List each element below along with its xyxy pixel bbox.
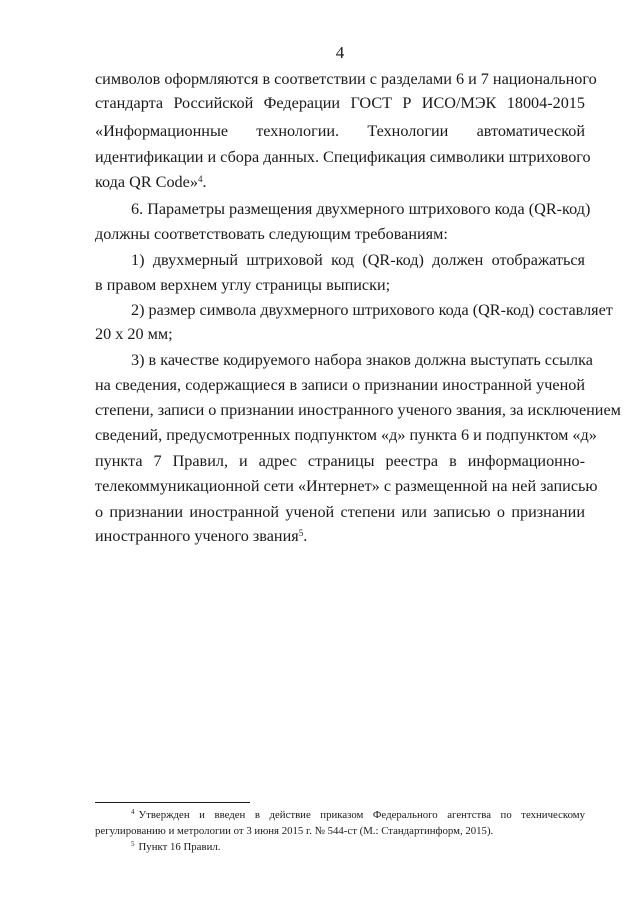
footnote-line: регулированию и метрологии от 3 июня 2015 г. № 544-ст (М.: Стандартинформ, 2015). <box>95 825 494 837</box>
text-line: на сведения, содержащиеся в записи о признании иностранной ученой <box>95 376 585 394</box>
footnote-ref[interactable]: 4 <box>197 174 203 184</box>
footnote-line <box>131 839 585 855</box>
text-line: пункта 7 Правил, и адрес страницы реестра в информационно- <box>95 452 585 470</box>
text-line: идентификации и сбора данных. Спецификация символики штрихового <box>95 148 591 166</box>
footnote-marker: 4 <box>131 808 135 816</box>
page-number: 4 <box>335 43 345 62</box>
text-line: о признании иностранной ученой степени или записью о признании <box>95 503 585 521</box>
text-line: 2) размер символа двухмерного штрихового кода (QR-код) составляет <box>131 301 613 319</box>
text-line: сведений, предусмотренных подпунктом «д» пункта 6 и подпунктом «д» <box>95 426 597 444</box>
text-line: 3) в качестве кодируемого набора знаков должна выступать ссылка <box>131 351 593 369</box>
text-line: стандарта Российской Федерации ГОСТ Р ИСО/МЭК 18004-2015 <box>95 94 585 112</box>
text-line: должны соответствовать следующим требованиям: <box>95 225 448 243</box>
footnote-ref[interactable]: 5 <box>298 528 304 538</box>
text-line: 1) двухмерный штриховой код (QR-код) должен отображаться <box>131 251 585 269</box>
footnote-marker: 5 <box>131 840 135 848</box>
text-line-last: кода QR Code»$^4$. <box>95 173 207 191</box>
text-line: степени, записи о признании иностранного ученого звания, за исключением <box>95 401 621 419</box>
text-line: иностранного ученого звания <box>95 527 299 545</box>
footnote-text: Пункт 16 Правил. <box>138 841 221 853</box>
text-line: 6. Параметры размещения двухмерного штрихового кода (QR-код) <box>131 200 591 218</box>
text-line: 20 x 20 мм; <box>95 325 173 343</box>
text-line: кода QR Code» <box>95 173 198 191</box>
text-line: телекоммуникационной сети «Интернет» с размещенной на ней записью <box>95 477 598 495</box>
footnote-text: Утвержден и введен в действие приказом Федерального агентства по техническому <box>138 809 585 821</box>
text-line: «Информационные технологии. Технологии автоматической <box>95 122 585 140</box>
footnote-line <box>131 807 585 823</box>
text-line-last: иностранного ученого звания$^5$. <box>95 527 308 545</box>
text-line: символов оформляются в соответствии с разделами 6 и 7 национального <box>95 70 597 88</box>
text-line: в правом верхнем углу страницы выписки; <box>95 276 391 294</box>
footnote-separator <box>95 802 250 803</box>
